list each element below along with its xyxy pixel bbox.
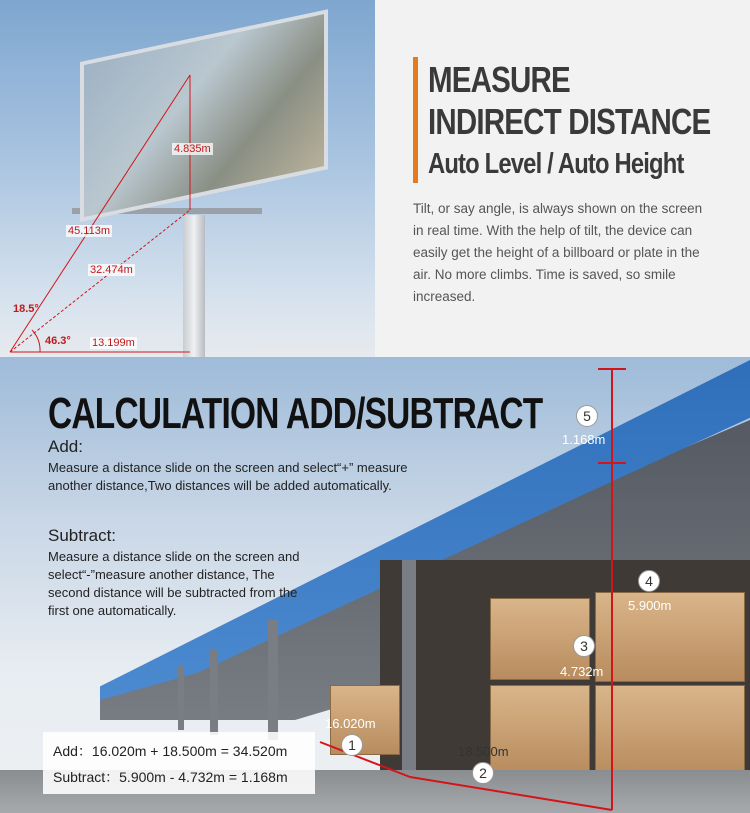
- angle-small-label: 18.5°: [13, 303, 39, 315]
- point-2-value: 18.500m: [458, 744, 509, 759]
- add-text: Measure a distance slide on the screen and select“+” measure another distance,Two distances will be added automatically.: [48, 460, 408, 493]
- hypotenuse-bottom-label: 32.474m: [90, 264, 133, 276]
- formula-subtract: Subtract：5.900m - 4.732m = 1.168m: [53, 769, 288, 785]
- subtract-text: Measure a distance slide on the screen and select“-”measure another distance, The second distance will be subtracted from the first one automatically.: [48, 549, 300, 618]
- hypotenuse-top-label: 45.113m: [68, 225, 110, 237]
- title-line2: INDIRECT DISTANCE: [428, 101, 711, 142]
- calculation-title: CALCULATION ADD/SUBTRACT: [48, 389, 543, 438]
- point-2-marker: 2: [472, 762, 494, 784]
- angle-large-label: 46.3°: [45, 335, 71, 347]
- point-5-value: 1.168m: [562, 432, 606, 447]
- point-3-marker: 3: [573, 635, 595, 657]
- formula-add: Add：16.020m + 18.500m = 34.520m: [53, 743, 288, 759]
- title-line1: MEASURE: [428, 59, 570, 100]
- point-3-value: 4.732m: [560, 664, 604, 679]
- measurement-lines: [0, 0, 375, 357]
- add-heading: Add:: [48, 437, 83, 456]
- point-5-marker: 5: [576, 405, 598, 427]
- subtitle: Auto Level / Auto Height: [428, 148, 684, 180]
- formula-box: [43, 732, 315, 794]
- point-4-value: 5.900m: [628, 598, 672, 613]
- height-label: 4.835m: [174, 143, 211, 155]
- point-1-value: 16.020m: [325, 716, 376, 731]
- subtract-heading: Subtract:: [48, 526, 117, 545]
- point-1-marker: 1: [341, 734, 363, 756]
- point-4-marker: 4: [638, 570, 660, 592]
- description: Tilt, or say angle, is always shown on the screen in real time. With the help of tilt, the device can easily get the height of a billboard or plate in the air. No more climbs. Time is saved, so smile increased.: [413, 201, 703, 304]
- horizontal-label: 13.199m: [92, 337, 135, 349]
- title-accent-bar: [413, 57, 418, 183]
